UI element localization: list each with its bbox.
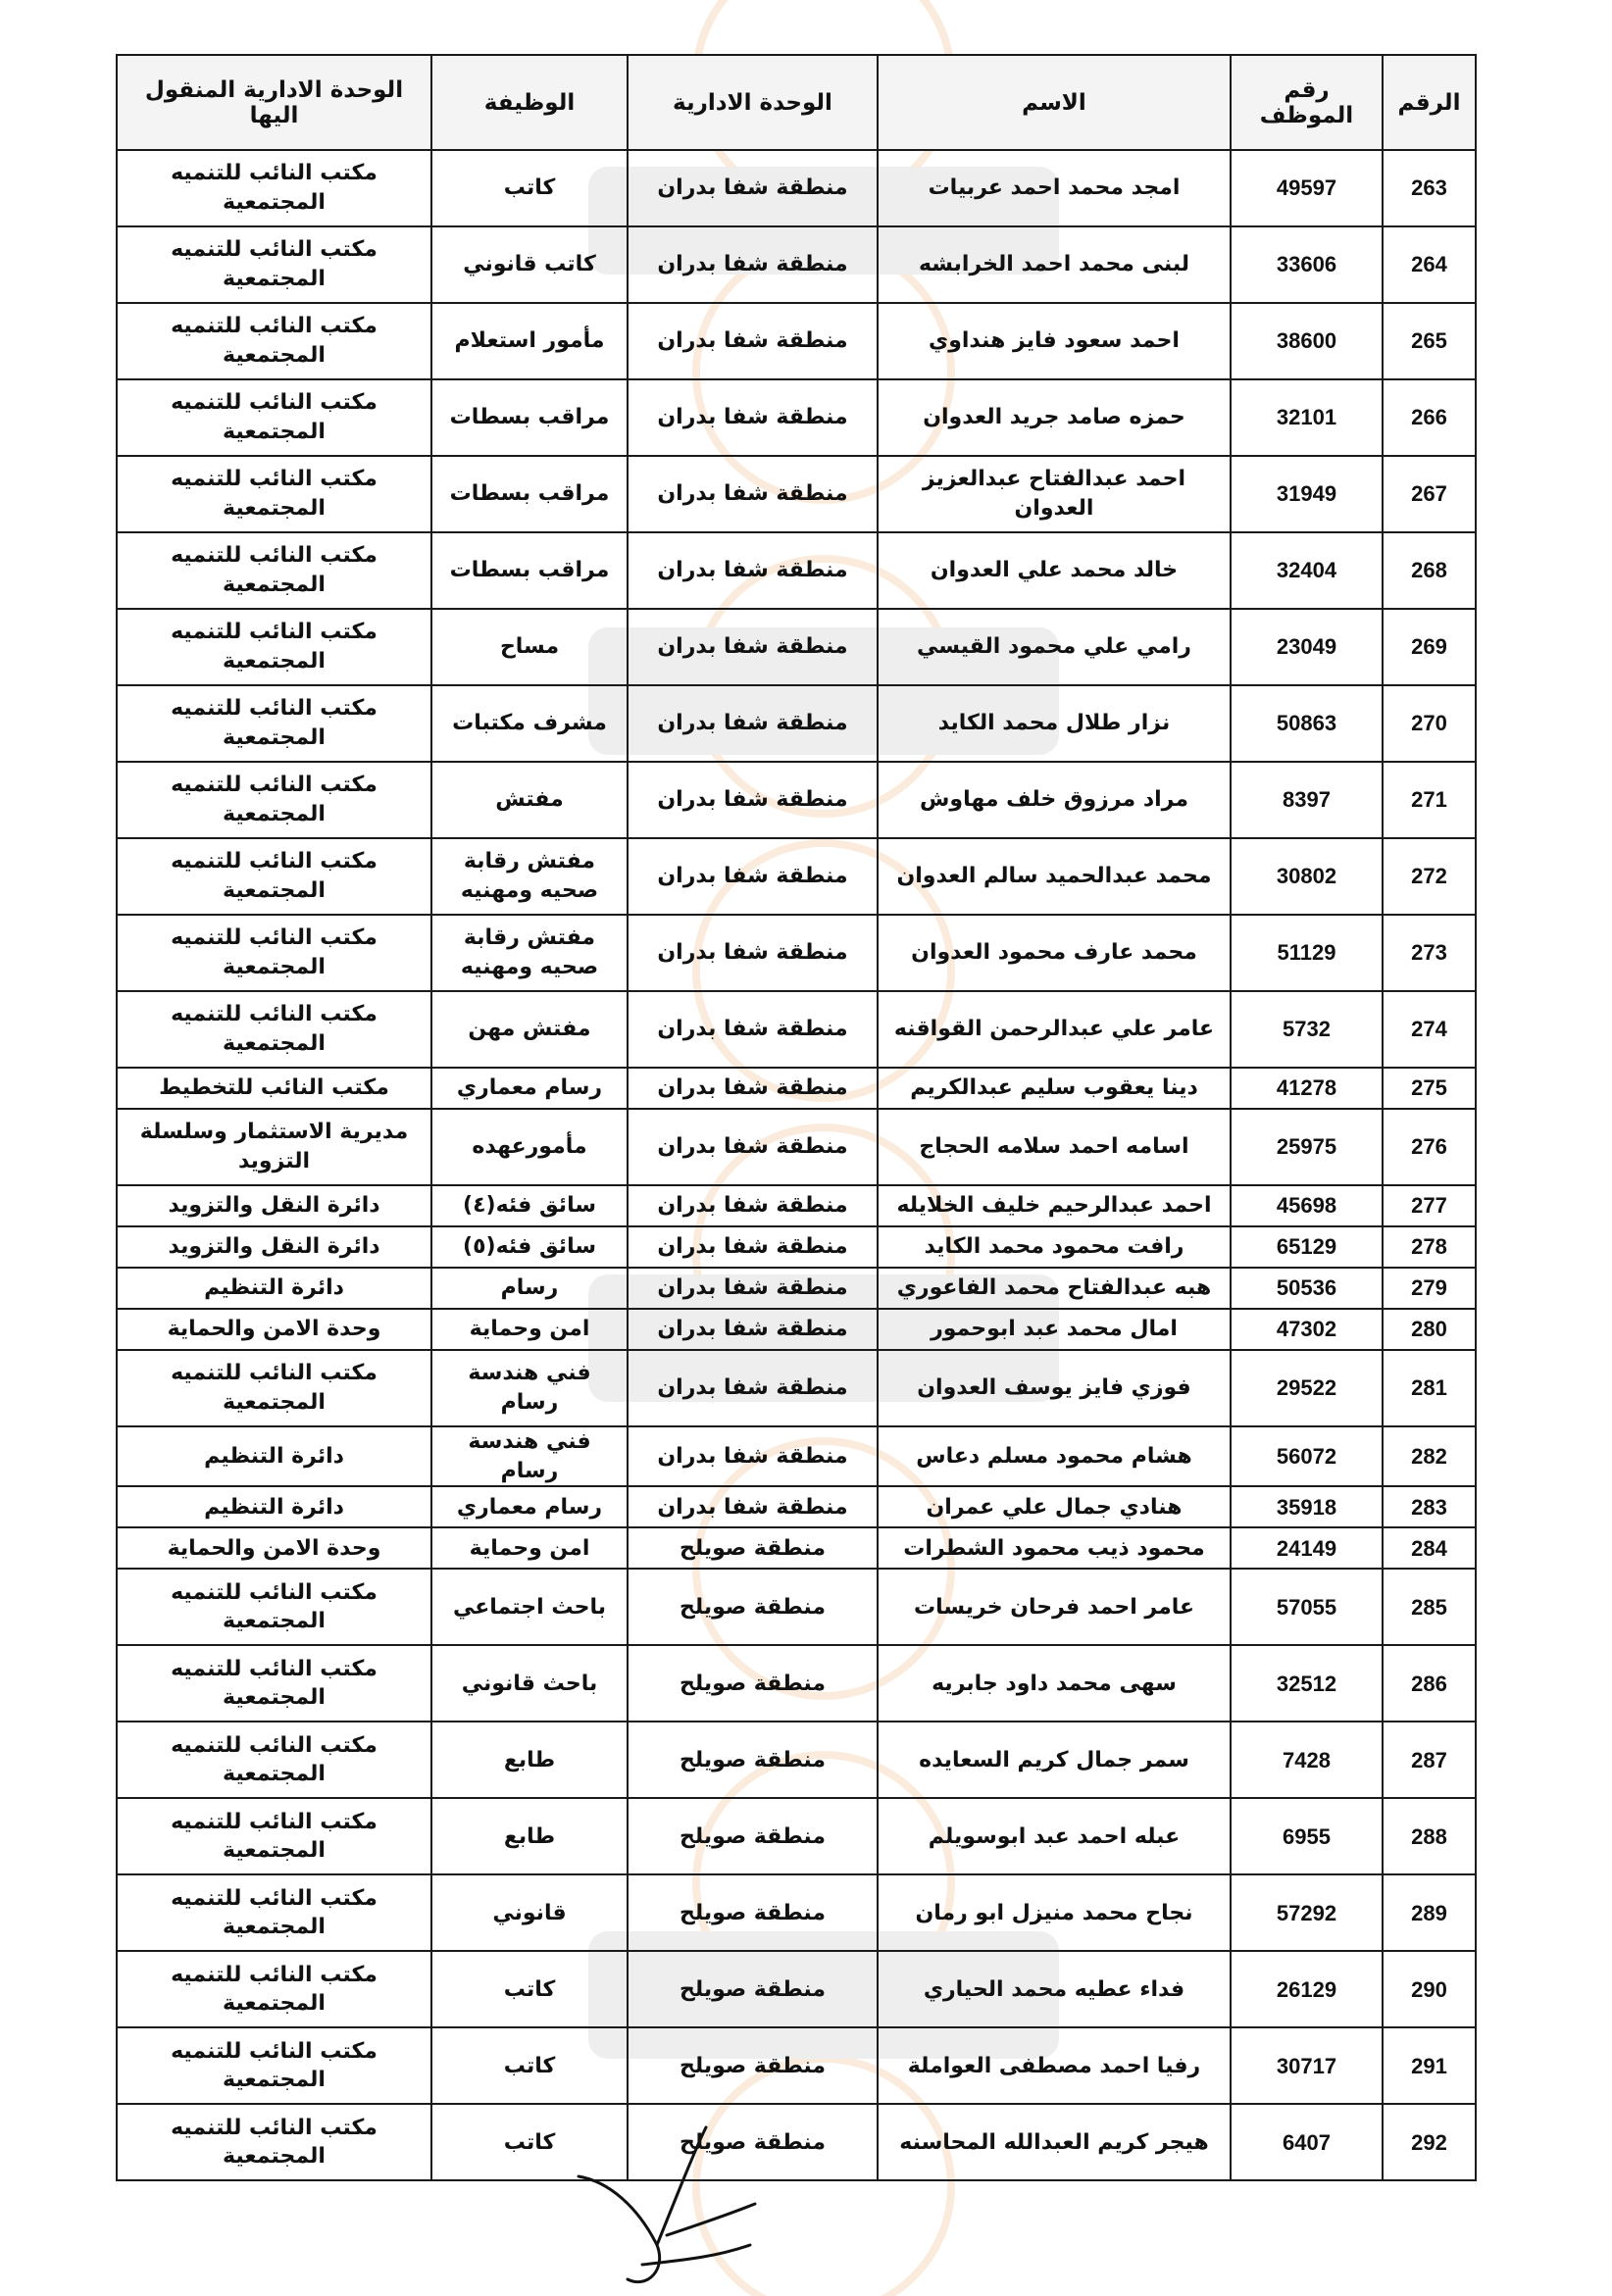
transfer-unit: مكتب النائب للتنميه المجتمعية (117, 915, 431, 991)
row-no: 281 (1383, 1350, 1476, 1426)
employee-name: محمود ذيب محمود الشطرات (878, 1527, 1231, 1569)
admin-unit: منطقة صويلح (628, 1874, 878, 1951)
header-employee-no: رقم الموظف (1231, 55, 1383, 150)
transfer-unit: وحدة الامن والحماية (117, 1527, 431, 1569)
admin-unit: منطقة صويلح (628, 2027, 878, 2104)
table-row (117, 1874, 1476, 1951)
transfer-unit: مكتب النائب للتخطيط (117, 1068, 431, 1109)
admin-unit: منطقة شفا بدران (628, 303, 878, 379)
row-no: 264 (1383, 226, 1476, 303)
transfer-unit: مكتب النائب للتنميه المجتمعية (117, 609, 431, 685)
transfer-unit: مكتب النائب للتنميه المجتمعية (117, 1645, 431, 1722)
row-no: 277 (1383, 1185, 1476, 1226)
employee-name: فوزي فايز يوسف العدوان (878, 1350, 1231, 1426)
transfer-unit: مكتب النائب للتنميه المجتمعية (117, 226, 431, 303)
job-title: مفتش رقابة صحيه ومهنيه (431, 838, 628, 915)
employee-name: امال محمد عبد ابوحمور (878, 1309, 1231, 1350)
transfer-unit: مكتب النائب للتنميه المجتمعية (117, 1722, 431, 1798)
row-no: 284 (1383, 1527, 1476, 1569)
job-title: طابع (431, 1798, 628, 1874)
job-title: مفتش رقابة صحيه ومهنيه (431, 915, 628, 991)
employee-no: 32404 (1231, 532, 1383, 609)
row-no: 271 (1383, 762, 1476, 838)
job-title: فني هندسة رسام (431, 1350, 628, 1426)
admin-unit: منطقة شفا بدران (628, 1309, 878, 1350)
table-row (117, 379, 1476, 456)
employee-name: عامر علي عبدالرحمن القواقنه (878, 991, 1231, 1068)
employee-name: هيجر كريم العبدالله المحاسنه (878, 2104, 1231, 2180)
employee-name: مراد مرزوق خلف مهاوش (878, 762, 1231, 838)
table-row (117, 1486, 1476, 1527)
admin-unit: منطقة شفا بدران (628, 1486, 878, 1527)
table-row (117, 915, 1476, 991)
employee-no: 35918 (1231, 1486, 1383, 1527)
table-row (117, 2104, 1476, 2180)
row-no: 289 (1383, 1874, 1476, 1951)
employee-no: 50536 (1231, 1268, 1383, 1309)
admin-unit: منطقة شفا بدران (628, 915, 878, 991)
row-no: 286 (1383, 1645, 1476, 1722)
employee-no: 6955 (1231, 1798, 1383, 1874)
transfer-unit: مكتب النائب للتنميه المجتمعية (117, 838, 431, 915)
employee-no: 25975 (1231, 1109, 1383, 1185)
employee-no: 32101 (1231, 379, 1383, 456)
employee-no: 31949 (1231, 456, 1383, 532)
employee-name: احمد عبدالفتاح عبدالعزيز العدوان (878, 456, 1231, 532)
table-row (117, 1226, 1476, 1268)
employee-name: حمزه صامد جريد العدوان (878, 379, 1231, 456)
job-title: كاتب (431, 150, 628, 226)
admin-unit: منطقة صويلح (628, 1569, 878, 1645)
admin-unit: منطقة صويلح (628, 2104, 878, 2180)
admin-unit: منطقة شفا بدران (628, 1068, 878, 1109)
employee-name: محمد عارف محمود العدوان (878, 915, 1231, 991)
table-header-row (117, 55, 1476, 150)
table-body (117, 150, 1476, 2180)
job-title: قانوني (431, 1874, 628, 1951)
employee-no: 49597 (1231, 150, 1383, 226)
job-title: امن وحماية (431, 1309, 628, 1350)
table-row (117, 303, 1476, 379)
transfer-unit: مكتب النائب للتنميه المجتمعية (117, 379, 431, 456)
row-no: 275 (1383, 1068, 1476, 1109)
employee-no: 57292 (1231, 1874, 1383, 1951)
table-row (117, 1068, 1476, 1109)
row-no: 276 (1383, 1109, 1476, 1185)
employee-name: سمر جمال كريم السعايده (878, 1722, 1231, 1798)
table-row (117, 2027, 1476, 2104)
employee-no: 30802 (1231, 838, 1383, 915)
employee-no: 57055 (1231, 1569, 1383, 1645)
admin-unit: منطقة صويلح (628, 1722, 878, 1798)
transfer-unit: مكتب النائب للتنميه المجتمعية (117, 1951, 431, 2027)
transfer-unit: مكتب النائب للتنميه المجتمعية (117, 150, 431, 226)
employee-no: 65129 (1231, 1226, 1383, 1268)
job-title: مأمورعهده (431, 1109, 628, 1185)
table-row (117, 1309, 1476, 1350)
row-no: 274 (1383, 991, 1476, 1068)
table-row (117, 1645, 1476, 1722)
job-title: مفتش (431, 762, 628, 838)
table-row (117, 991, 1476, 1068)
table-row (117, 1268, 1476, 1309)
job-title: امن وحماية (431, 1527, 628, 1569)
employee-name: عبله احمد عبد ابوسويلم (878, 1798, 1231, 1874)
employee-name: اسامه احمد سلامه الحجاج (878, 1109, 1231, 1185)
row-no: 267 (1383, 456, 1476, 532)
admin-unit: منطقة شفا بدران (628, 150, 878, 226)
transfer-unit: دائرة التنظيم (117, 1486, 431, 1527)
row-no: 285 (1383, 1569, 1476, 1645)
table-row (117, 1426, 1476, 1486)
job-title: طابع (431, 1722, 628, 1798)
table-row (117, 532, 1476, 609)
transfer-unit: مكتب النائب للتنميه المجتمعية (117, 1350, 431, 1426)
admin-unit: منطقة صويلح (628, 1527, 878, 1569)
job-title: باحث اجتماعي (431, 1569, 628, 1645)
job-title: مأمور استعلام (431, 303, 628, 379)
admin-unit: منطقة شفا بدران (628, 456, 878, 532)
handwritten-signature (549, 2088, 765, 2294)
admin-unit: منطقة شفا بدران (628, 1268, 878, 1309)
employee-no: 41278 (1231, 1068, 1383, 1109)
transfer-unit: مكتب النائب للتنميه المجتمعية (117, 991, 431, 1068)
employee-name: لبنى محمد احمد الخرابشه (878, 226, 1231, 303)
employee-name: رامي علي محمود القيسي (878, 609, 1231, 685)
admin-unit: منطقة شفا بدران (628, 1109, 878, 1185)
table-row (117, 1798, 1476, 1874)
row-no: 272 (1383, 838, 1476, 915)
employee-name: فداء عطيه محمد الحياري (878, 1951, 1231, 2027)
table-row (117, 762, 1476, 838)
employee-name: رفيا احمد مصطفى العواملة (878, 2027, 1231, 2104)
row-no: 287 (1383, 1722, 1476, 1798)
job-title: مراقب بسطات (431, 379, 628, 456)
admin-unit: منطقة شفا بدران (628, 685, 878, 762)
employee-no: 29522 (1231, 1350, 1383, 1426)
job-title: كاتب (431, 2027, 628, 2104)
header-transfer-unit: الوحدة الادارية المنقول اليها (117, 55, 431, 150)
table-row (117, 1350, 1476, 1426)
admin-unit: منطقة شفا بدران (628, 379, 878, 456)
admin-unit: منطقة صويلح (628, 1798, 878, 1874)
employee-no: 50863 (1231, 685, 1383, 762)
employee-name: احمد عبدالرحيم خليف الخلايله (878, 1185, 1231, 1226)
employee-name: نجاح محمد منيزل ابو رمان (878, 1874, 1231, 1951)
table-row (117, 838, 1476, 915)
transfer-unit: مكتب النائب للتنميه المجتمعية (117, 762, 431, 838)
employee-no: 6407 (1231, 2104, 1383, 2180)
job-title: مشرف مكتبات (431, 685, 628, 762)
job-title: رسام معماري (431, 1068, 628, 1109)
table-row (117, 685, 1476, 762)
row-no: 265 (1383, 303, 1476, 379)
admin-unit: منطقة شفا بدران (628, 226, 878, 303)
job-title: مراقب بسطات (431, 532, 628, 609)
job-title: مساح (431, 609, 628, 685)
employee-no: 38600 (1231, 303, 1383, 379)
employee-no: 33606 (1231, 226, 1383, 303)
employee-name: هنادي جمال علي عمران (878, 1486, 1231, 1527)
row-no: 268 (1383, 532, 1476, 609)
row-no: 273 (1383, 915, 1476, 991)
employee-no: 26129 (1231, 1951, 1383, 2027)
employee-no: 56072 (1231, 1426, 1383, 1486)
header-row-no: الرقم (1383, 55, 1476, 150)
employee-no: 7428 (1231, 1722, 1383, 1798)
employee-name: عامر احمد فرحان خريسات (878, 1569, 1231, 1645)
row-no: 270 (1383, 685, 1476, 762)
row-no: 282 (1383, 1426, 1476, 1486)
job-title: كاتب (431, 1951, 628, 2027)
table-row (117, 1185, 1476, 1226)
header-admin-unit: الوحدة الادارية (628, 55, 878, 150)
admin-unit: منطقة شفا بدران (628, 609, 878, 685)
row-no: 266 (1383, 379, 1476, 456)
admin-unit: منطقة شفا بدران (628, 838, 878, 915)
transfer-unit: مكتب النائب للتنميه المجتمعية (117, 2027, 431, 2104)
job-title: رسام معماري (431, 1486, 628, 1527)
employee-name: نزار طلال محمد الكايد (878, 685, 1231, 762)
job-title: مفتش مهن (431, 991, 628, 1068)
transfer-unit: وحدة الامن والحماية (117, 1309, 431, 1350)
row-no: 278 (1383, 1226, 1476, 1268)
admin-unit: منطقة شفا بدران (628, 532, 878, 609)
admin-unit: منطقة شفا بدران (628, 762, 878, 838)
employee-no: 5732 (1231, 991, 1383, 1068)
admin-unit: منطقة شفا بدران (628, 1426, 878, 1486)
employee-no: 23049 (1231, 609, 1383, 685)
employee-name: امجد محمد احمد عربيات (878, 150, 1231, 226)
table-row (117, 1951, 1476, 2027)
admin-unit: منطقة صويلح (628, 1951, 878, 2027)
row-no: 291 (1383, 2027, 1476, 2104)
job-title: كاتب (431, 2104, 628, 2180)
job-title: رسام (431, 1268, 628, 1309)
transfer-unit: دائرة التنظيم (117, 1268, 431, 1309)
job-title: كاتب قانوني (431, 226, 628, 303)
employee-no: 24149 (1231, 1527, 1383, 1569)
employee-name: هشام محمود مسلم دعاس (878, 1426, 1231, 1486)
row-no: 269 (1383, 609, 1476, 685)
transfer-unit: مكتب النائب للتنميه المجتمعية (117, 532, 431, 609)
admin-unit: منطقة شفا بدران (628, 1226, 878, 1268)
employee-name: هبه عبدالفتاح محمد الفاعوري (878, 1268, 1231, 1309)
row-no: 288 (1383, 1798, 1476, 1874)
employee-no: 47302 (1231, 1309, 1383, 1350)
employee-no: 32512 (1231, 1645, 1383, 1722)
table-row (117, 1569, 1476, 1645)
employee-name: سهى محمد داود جابريه (878, 1645, 1231, 1722)
row-no: 279 (1383, 1268, 1476, 1309)
transfer-unit: دائرة النقل والتزويد (117, 1226, 431, 1268)
employee-name: خالد محمد علي العدوان (878, 532, 1231, 609)
admin-unit: منطقة شفا بدران (628, 1185, 878, 1226)
transfer-unit: مكتب النائب للتنميه المجتمعية (117, 1874, 431, 1951)
transfer-unit: دائرة النقل والتزويد (117, 1185, 431, 1226)
header-job: الوظيفة (431, 55, 628, 150)
row-no: 292 (1383, 2104, 1476, 2180)
transfer-unit: دائرة التنظيم (117, 1426, 431, 1486)
employee-no: 8397 (1231, 762, 1383, 838)
employee-no: 51129 (1231, 915, 1383, 991)
admin-unit: منطقة صويلح (628, 1645, 878, 1722)
employee-name: محمد عبدالحميد سالم العدوان (878, 838, 1231, 915)
row-no: 263 (1383, 150, 1476, 226)
job-title: مراقب بسطات (431, 456, 628, 532)
employee-no: 30717 (1231, 2027, 1383, 2104)
employee-no: 45698 (1231, 1185, 1383, 1226)
transfer-unit: مكتب النائب للتنميه المجتمعية (117, 456, 431, 532)
row-no: 290 (1383, 1951, 1476, 2027)
table-row (117, 150, 1476, 226)
transfer-unit: مكتب النائب للتنميه المجتمعية (117, 303, 431, 379)
employee-name: دينا يعقوب سليم عبدالكريم (878, 1068, 1231, 1109)
job-title: فني هندسة رسام (431, 1426, 628, 1486)
employee-name: احمد سعود فايز هنداوي (878, 303, 1231, 379)
transfer-unit: مكتب النائب للتنميه المجتمعية (117, 1569, 431, 1645)
job-title: باحث قانوني (431, 1645, 628, 1722)
table-row (117, 1722, 1476, 1798)
transfer-unit: مكتب النائب للتنميه المجتمعية (117, 2104, 431, 2180)
table-row (117, 226, 1476, 303)
admin-unit: منطقة شفا بدران (628, 991, 878, 1068)
admin-unit: منطقة شفا بدران (628, 1350, 878, 1426)
row-no: 280 (1383, 1309, 1476, 1350)
header-name: الاسم (878, 55, 1231, 150)
job-title: سائق فئه(٤) (431, 1185, 628, 1226)
transfer-unit: مكتب النائب للتنميه المجتمعية (117, 1798, 431, 1874)
table-row (117, 456, 1476, 532)
job-title: سائق فئه(٥) (431, 1226, 628, 1268)
table-row (117, 1527, 1476, 1569)
table-row (117, 1109, 1476, 1185)
transfer-unit: مكتب النائب للتنميه المجتمعية (117, 685, 431, 762)
table-row (117, 609, 1476, 685)
employee-transfer-table (116, 54, 1477, 2181)
transfer-unit: مديرية الاستثمار وسلسلة التزويد (117, 1109, 431, 1185)
row-no: 283 (1383, 1486, 1476, 1527)
employee-name: رافت محمود محمد الكايد (878, 1226, 1231, 1268)
